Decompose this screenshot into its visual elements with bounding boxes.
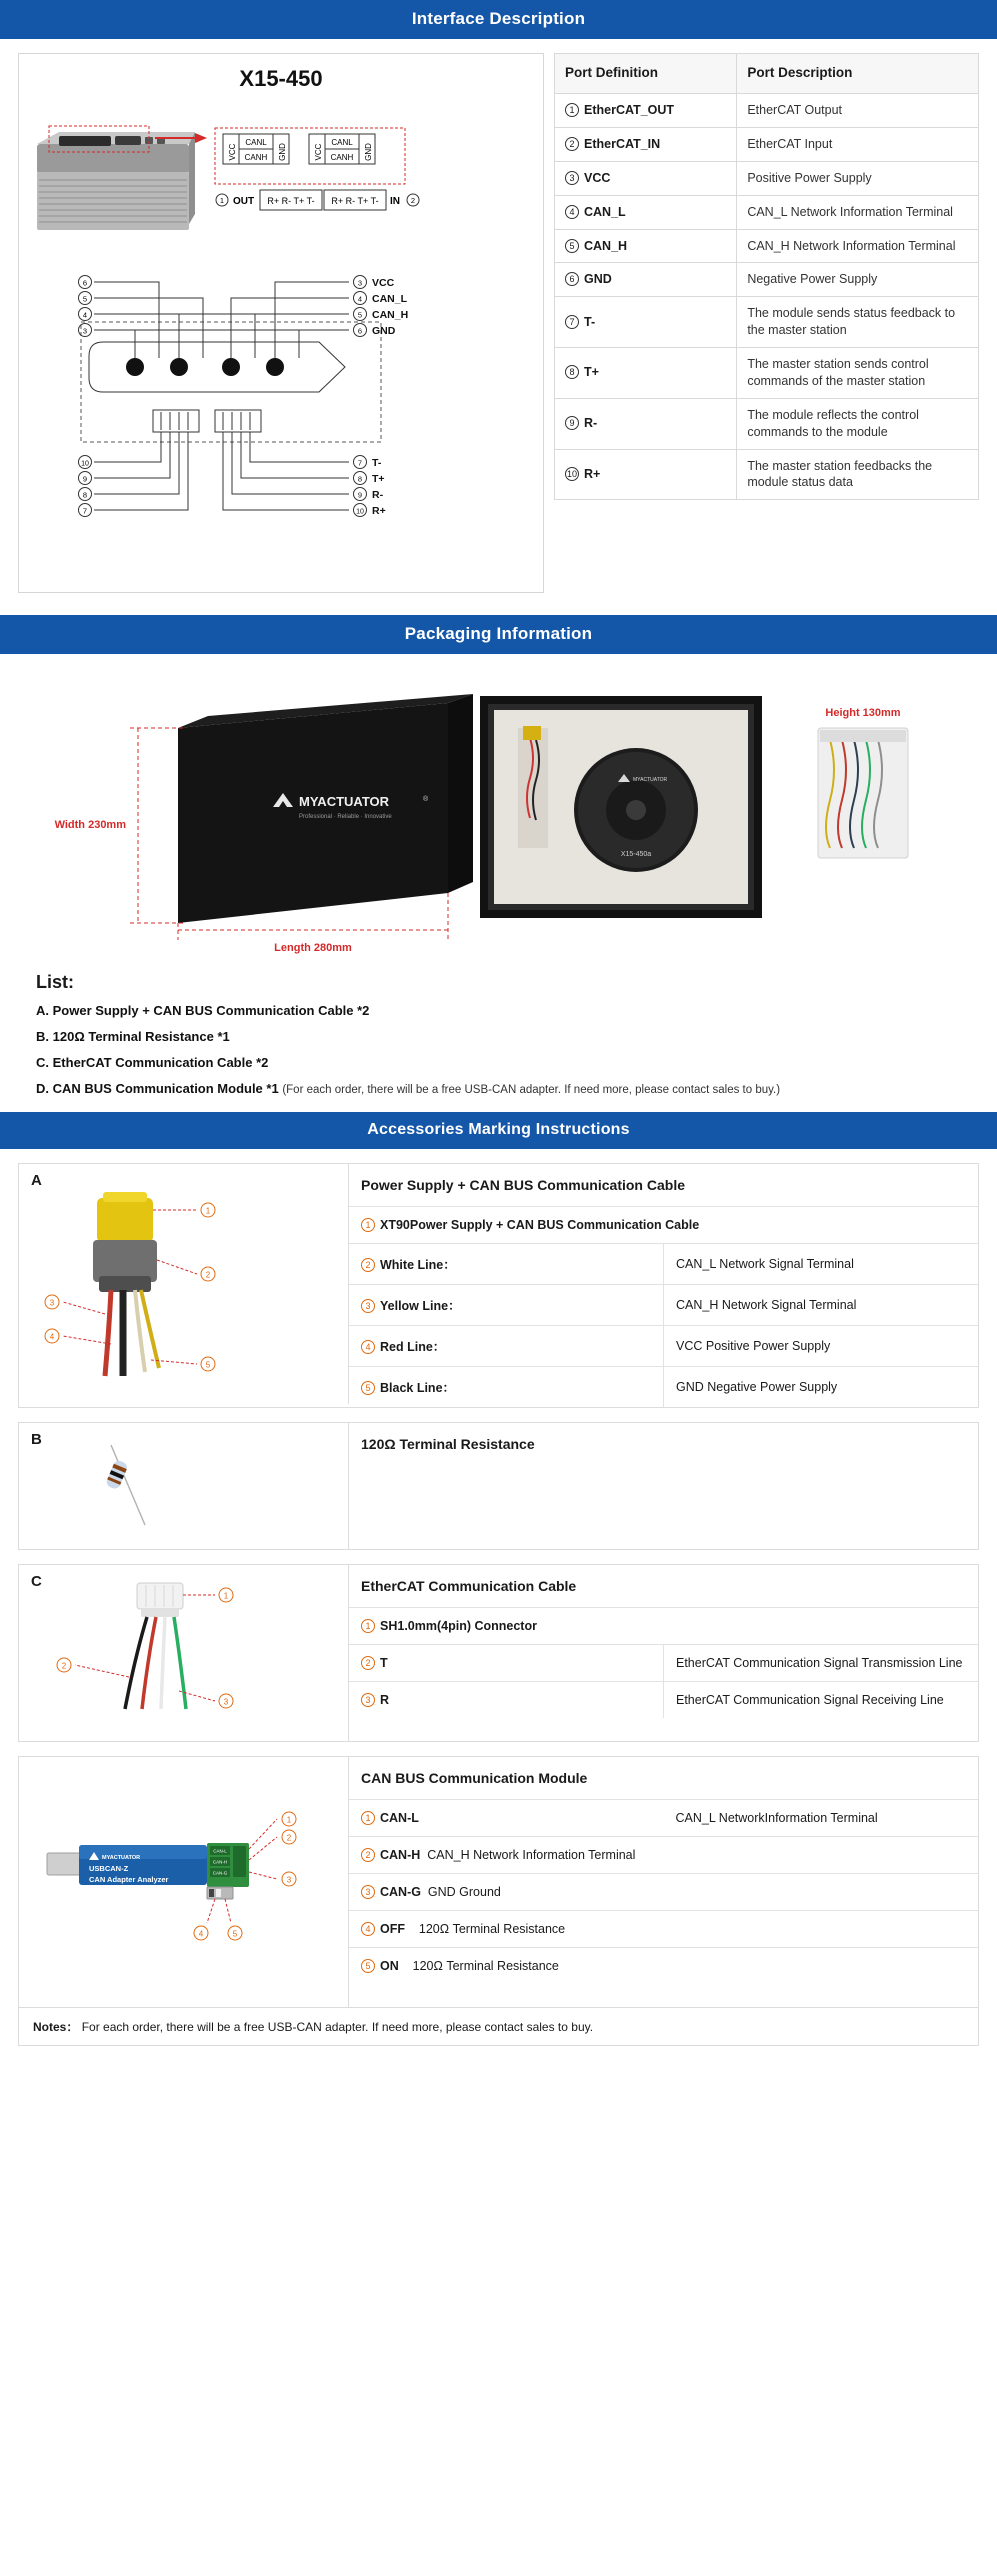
accessory-title: CAN BUS Communication Module bbox=[349, 1757, 978, 1800]
table-row bbox=[349, 1326, 978, 1367]
svg-text:1: 1 bbox=[223, 1591, 229, 1601]
svg-text:VCC: VCC bbox=[372, 277, 395, 289]
accessories-section bbox=[0, 1163, 997, 2046]
table-row bbox=[349, 1682, 978, 1719]
accessory-d-table-wrap bbox=[349, 1757, 978, 2007]
svg-text:2: 2 bbox=[61, 1661, 67, 1671]
svg-text:USBCAN-Z: USBCAN-Z bbox=[89, 1864, 129, 1873]
svg-text:1: 1 bbox=[205, 1206, 211, 1216]
table-row bbox=[349, 1800, 978, 1837]
svg-text:3: 3 bbox=[357, 278, 363, 288]
accessory-row-full: 2 CAN-H CAN_H Network Information Terminal bbox=[349, 1837, 978, 1874]
accessory-row-value: CAN_L Network Signal Terminal bbox=[664, 1244, 979, 1285]
table-row bbox=[349, 1645, 978, 1682]
port-name: EtherCAT_IN bbox=[584, 136, 661, 151]
svg-text:5: 5 bbox=[357, 310, 363, 320]
labels-right-top-text bbox=[354, 276, 409, 338]
table-row bbox=[349, 1164, 978, 1207]
accessory-row-value: CAN_H Network Signal Terminal bbox=[664, 1285, 979, 1326]
bullet-number: 2 bbox=[565, 137, 579, 151]
labels-left-top-numbers bbox=[79, 276, 92, 337]
svg-text:GND: GND bbox=[278, 143, 287, 161]
interface-section bbox=[0, 53, 997, 593]
svg-text:MYACTUATOR: MYACTUATOR bbox=[299, 794, 390, 809]
table-row bbox=[349, 1757, 978, 1800]
port-desc: EtherCAT Input bbox=[737, 127, 979, 161]
list-item: D. CAN BUS Communication Module *1 (For each order, there will be a free USB-CAN adapter. If need more, please contact sales to buy.) bbox=[36, 1081, 781, 1096]
accessory-row-key-cell: 1 CAN-L bbox=[349, 1800, 664, 1837]
table-row bbox=[555, 161, 979, 195]
svg-text:GND: GND bbox=[364, 143, 373, 161]
table-row bbox=[349, 1285, 978, 1326]
svg-text:5: 5 bbox=[205, 1360, 211, 1370]
port-desc: CAN_L Network Information Terminal bbox=[737, 195, 979, 229]
port-desc: The module sends status feedback to the master station bbox=[737, 297, 979, 348]
list-item: A. Power Supply + CAN BUS Communication Cable *2 bbox=[36, 1003, 370, 1018]
svg-text:R+ R- T+ T-: R+ R- T+ T- bbox=[267, 196, 315, 206]
svg-text:2: 2 bbox=[205, 1270, 211, 1280]
labels-right-bottom bbox=[223, 432, 349, 510]
accessory-a-table bbox=[349, 1164, 978, 1407]
svg-text:VCC: VCC bbox=[228, 143, 237, 161]
accessory-row-full: 4 OFF 120Ω Terminal Resistance bbox=[349, 1911, 978, 1948]
power-cable-svg bbox=[19, 1164, 348, 1402]
svg-text:CAN_H: CAN_H bbox=[372, 309, 409, 321]
table-row bbox=[349, 1565, 978, 1608]
bullet-number: 1 bbox=[361, 1811, 375, 1825]
port-desc: The module reflects the control commands to the module bbox=[737, 398, 979, 449]
accessory-block-c bbox=[18, 1564, 979, 1742]
svg-text:Height 130mm: Height 130mm bbox=[825, 707, 901, 719]
notes-text: For each order, there will be a free USB-CAN adapter. If need more, please contact sales to buy. bbox=[81, 2020, 594, 2034]
usbcan-module-svg bbox=[19, 1757, 348, 2005]
bullet-number: 8 bbox=[565, 365, 579, 379]
table-row bbox=[555, 229, 979, 263]
resistor-svg bbox=[19, 1423, 348, 1547]
svg-text:9: 9 bbox=[82, 474, 88, 484]
svg-text:5: 5 bbox=[232, 1929, 238, 1939]
accessory-row-full bbox=[349, 1207, 978, 1244]
accessory-c-image bbox=[19, 1565, 349, 1741]
svg-text:Length 280mm: Length 280mm bbox=[274, 942, 352, 954]
port-name: R+ bbox=[584, 466, 601, 481]
list-title: List: bbox=[36, 972, 74, 992]
bullet-number: 7 bbox=[565, 315, 579, 329]
table-row bbox=[349, 1837, 978, 1874]
table-row bbox=[555, 297, 979, 348]
accessory-row-key-cell: 3 Yellow Line： bbox=[349, 1285, 664, 1326]
labels-right-bottom-text bbox=[354, 456, 386, 518]
open-box-with-motor bbox=[480, 696, 762, 918]
table-row bbox=[555, 127, 979, 161]
accessory-b-table bbox=[349, 1423, 978, 1465]
closed-box bbox=[55, 694, 473, 954]
table-row bbox=[349, 1874, 978, 1911]
list-item-note: (For each order, there will be a free USB-CAN adapter. If need more, please contact sales to buy.) bbox=[282, 1084, 781, 1096]
table-row bbox=[349, 1948, 978, 1985]
svg-text:CANL: CANL bbox=[245, 138, 267, 147]
table-row bbox=[349, 1207, 978, 1244]
table-row bbox=[555, 195, 979, 229]
bullet-number: 4 bbox=[361, 1340, 375, 1354]
svg-text:4: 4 bbox=[49, 1332, 55, 1342]
svg-text:10: 10 bbox=[356, 508, 364, 516]
accessory-row-key: XT90Power Supply + CAN BUS Communication Cable bbox=[380, 1218, 700, 1232]
svg-text:T+: T+ bbox=[372, 473, 385, 485]
bullet-number: 9 bbox=[565, 416, 579, 430]
port-desc: Negative Power Supply bbox=[737, 263, 979, 297]
packaging-section bbox=[0, 668, 997, 1096]
table-row bbox=[555, 449, 979, 500]
accessory-b-image bbox=[19, 1423, 349, 1549]
table-row bbox=[349, 1911, 978, 1948]
svg-text:R+: R+ bbox=[372, 505, 386, 517]
port-desc: Positive Power Supply bbox=[737, 161, 979, 195]
connector-pinout-top bbox=[215, 128, 405, 184]
svg-text:CANL: CANL bbox=[331, 138, 353, 147]
svg-text:5: 5 bbox=[82, 294, 88, 304]
bullet-number: 2 bbox=[361, 1656, 375, 1670]
svg-text:R+ R- T+ T-: R+ R- T+ T- bbox=[331, 196, 379, 206]
accessory-c-table-wrap bbox=[349, 1565, 978, 1741]
svg-text:3: 3 bbox=[49, 1298, 55, 1308]
svg-text:VCC: VCC bbox=[314, 143, 323, 161]
product-diagram-panel bbox=[18, 53, 544, 593]
accessory-row-value: EtherCAT Communication Signal Receiving Line bbox=[676, 1693, 944, 1707]
accessory-block-d bbox=[18, 1756, 979, 2008]
svg-text:CAN-G: CAN-G bbox=[212, 1870, 228, 1876]
accessory-row-value: EtherCAT Communication Signal Transmission Line bbox=[664, 1645, 979, 1682]
accessory-row-value: CAN_L NetworkInformation Terminal bbox=[664, 1800, 979, 1837]
bullet-number: 3 bbox=[565, 171, 579, 185]
svg-text:OUT: OUT bbox=[233, 196, 255, 207]
port-desc: The master station sends control commands of the master station bbox=[737, 348, 979, 399]
labels-right-top bbox=[135, 282, 349, 358]
accessory-row-full: 3 CAN-G GND Ground bbox=[349, 1874, 978, 1911]
table-row bbox=[349, 1367, 978, 1408]
bullet-number: 2 bbox=[361, 1848, 375, 1862]
labels-left-bottom bbox=[94, 432, 188, 510]
svg-text:6: 6 bbox=[357, 326, 363, 336]
svg-text:7: 7 bbox=[82, 506, 88, 516]
table-row bbox=[555, 263, 979, 297]
svg-text:MYACTUATOR: MYACTUATOR bbox=[102, 1855, 141, 1861]
port-name: GND bbox=[584, 272, 612, 287]
bullet-number: 10 bbox=[566, 468, 577, 479]
wiring-diagram bbox=[19, 92, 543, 562]
svg-text:8: 8 bbox=[357, 474, 363, 484]
bullet-number: 5 bbox=[361, 1381, 375, 1395]
th-port-description: Port Description bbox=[737, 54, 979, 94]
accessory-d-table bbox=[349, 1757, 978, 1984]
port-name: EtherCAT_OUT bbox=[584, 103, 675, 117]
svg-text:6: 6 bbox=[82, 278, 88, 288]
labels-left-top bbox=[89, 282, 299, 358]
bullet-number: 2 bbox=[361, 1258, 375, 1272]
cable-bag bbox=[818, 707, 908, 858]
section-banner-accessories: Accessories Marking Instructions bbox=[0, 1112, 997, 1149]
port-desc: The master station feedbacks the module status data bbox=[737, 449, 979, 500]
connector-out-in-row bbox=[216, 190, 419, 210]
accessory-row-key: SH1.0mm(4pin) Connector bbox=[380, 1619, 537, 1633]
accessory-row-value: VCC Positive Power Supply bbox=[664, 1326, 979, 1367]
port-name: T+ bbox=[584, 365, 599, 380]
list-items bbox=[36, 1003, 979, 1096]
accessory-row-full: 5 ON 120Ω Terminal Resistance bbox=[349, 1948, 978, 1985]
svg-text:1: 1 bbox=[286, 1815, 292, 1825]
port-desc: EtherCAT Output bbox=[737, 94, 979, 128]
section-banner-packaging: Packaging Information bbox=[0, 615, 997, 654]
svg-text:10: 10 bbox=[81, 460, 89, 468]
list-item: C. EtherCAT Communication Cable *2 bbox=[36, 1055, 269, 1070]
bullet-number: 5 bbox=[361, 1959, 375, 1973]
svg-text:T-: T- bbox=[372, 457, 382, 469]
accessory-a-image bbox=[19, 1164, 349, 1404]
bullet-number: 1 bbox=[361, 1218, 375, 1232]
svg-text:R-: R- bbox=[372, 489, 384, 501]
svg-text:CAN Adapter Analyzer: CAN Adapter Analyzer bbox=[89, 1875, 169, 1884]
svg-text:IN: IN bbox=[390, 196, 400, 207]
accessory-letter: B bbox=[31, 1431, 42, 1448]
accessory-block-a bbox=[18, 1163, 979, 1408]
accessory-a-table-wrap bbox=[349, 1164, 978, 1407]
svg-text:CAN-L: CAN-L bbox=[213, 1848, 227, 1854]
port-definition-table bbox=[554, 53, 979, 500]
accessory-row-key-cell: 3 R bbox=[349, 1682, 664, 1719]
bullet-number: 5 bbox=[565, 239, 579, 253]
port-name: T- bbox=[584, 314, 596, 329]
svg-text:3: 3 bbox=[82, 326, 88, 336]
accessory-d-image bbox=[19, 1757, 349, 2007]
port-name: VCC bbox=[584, 170, 611, 185]
port-name: CAN_L bbox=[584, 204, 626, 219]
table-row bbox=[349, 1244, 978, 1285]
port-name: CAN_H bbox=[584, 238, 628, 253]
labels-left-bottom-numbers bbox=[79, 456, 92, 517]
notes-row bbox=[18, 2008, 979, 2046]
svg-text:CAN-H: CAN-H bbox=[212, 1859, 228, 1865]
notes-label: Notes： bbox=[33, 2020, 79, 2034]
svg-text:1: 1 bbox=[219, 196, 225, 205]
accessory-block-b bbox=[18, 1422, 979, 1550]
accessory-row-value: GND Negative Power Supply bbox=[676, 1380, 838, 1394]
svg-text:4: 4 bbox=[198, 1929, 204, 1939]
accessory-row-full bbox=[349, 1608, 978, 1645]
table-row bbox=[349, 1608, 978, 1645]
svg-text:9: 9 bbox=[357, 490, 363, 500]
ethercat-cable-svg bbox=[19, 1565, 348, 1739]
list-item: B. 120Ω Terminal Resistance *1 bbox=[36, 1029, 230, 1044]
table-row bbox=[349, 1423, 978, 1465]
packaging-illustration bbox=[18, 668, 979, 968]
table-row bbox=[555, 348, 979, 399]
accessory-letter: C bbox=[31, 1573, 42, 1590]
svg-text:3: 3 bbox=[286, 1875, 292, 1885]
accessory-title: 120Ω Terminal Resistance bbox=[361, 1436, 535, 1452]
svg-text:Professional · Reliable · Inno: Professional · Reliable · Innovative bbox=[299, 814, 392, 820]
table-row bbox=[555, 94, 979, 128]
section-banner-interface: Interface Description bbox=[0, 0, 997, 39]
drive-module-illustration bbox=[37, 126, 207, 230]
svg-text:CAN_L: CAN_L bbox=[372, 293, 408, 305]
bullet-number: 1 bbox=[565, 103, 579, 117]
svg-text:MYACTUATOR: MYACTUATOR bbox=[633, 777, 668, 783]
port-name: R- bbox=[584, 416, 598, 431]
accessory-letter: A bbox=[31, 1172, 42, 1189]
product-model-title: X15-450 bbox=[239, 66, 323, 91]
svg-text:2: 2 bbox=[286, 1833, 292, 1843]
accessory-row-key-cell: 2 White Line： bbox=[349, 1244, 664, 1285]
bullet-number: 4 bbox=[565, 205, 579, 219]
svg-text:GND: GND bbox=[372, 325, 396, 337]
accessory-row-key-cell: 2 T bbox=[349, 1645, 664, 1682]
svg-text:X15-450a: X15-450a bbox=[620, 851, 652, 858]
bullet-number: 3 bbox=[361, 1693, 375, 1707]
svg-text:CANH: CANH bbox=[330, 153, 354, 162]
bullet-number: 6 bbox=[565, 272, 579, 286]
port-desc: CAN_H Network Information Terminal bbox=[737, 229, 979, 263]
bullet-number: 1 bbox=[361, 1619, 375, 1633]
bullet-number: 3 bbox=[361, 1299, 375, 1313]
table-header-row bbox=[555, 54, 979, 94]
table-row bbox=[555, 398, 979, 449]
svg-text:4: 4 bbox=[357, 294, 363, 304]
accessory-b-table-wrap bbox=[349, 1423, 978, 1549]
svg-text:CANH: CANH bbox=[244, 153, 268, 162]
packaging-svg bbox=[18, 668, 979, 968]
svg-text:®: ® bbox=[423, 796, 429, 803]
wiring-diagram-svg bbox=[19, 92, 543, 562]
accessory-row-key-cell: 4 Red Line： bbox=[349, 1326, 664, 1367]
bullet-number: 3 bbox=[361, 1885, 375, 1899]
accessory-title: EtherCAT Communication Cable bbox=[349, 1565, 978, 1608]
svg-text:4: 4 bbox=[82, 310, 88, 320]
svg-text:3: 3 bbox=[223, 1697, 229, 1707]
accessory-row-key-cell: 5 Black Line： bbox=[349, 1367, 664, 1408]
accessory-title: Power Supply + CAN BUS Communication Cable bbox=[349, 1164, 978, 1207]
bullet-number: 4 bbox=[361, 1922, 375, 1936]
svg-text:2: 2 bbox=[410, 196, 416, 205]
svg-text:Width 230mm: Width 230mm bbox=[54, 819, 126, 831]
accessory-c-table bbox=[349, 1565, 978, 1718]
svg-text:8: 8 bbox=[82, 490, 88, 500]
svg-text:7: 7 bbox=[357, 458, 363, 468]
port-definition-table-wrap bbox=[554, 53, 979, 593]
th-port-definition: Port Definition bbox=[555, 54, 737, 94]
